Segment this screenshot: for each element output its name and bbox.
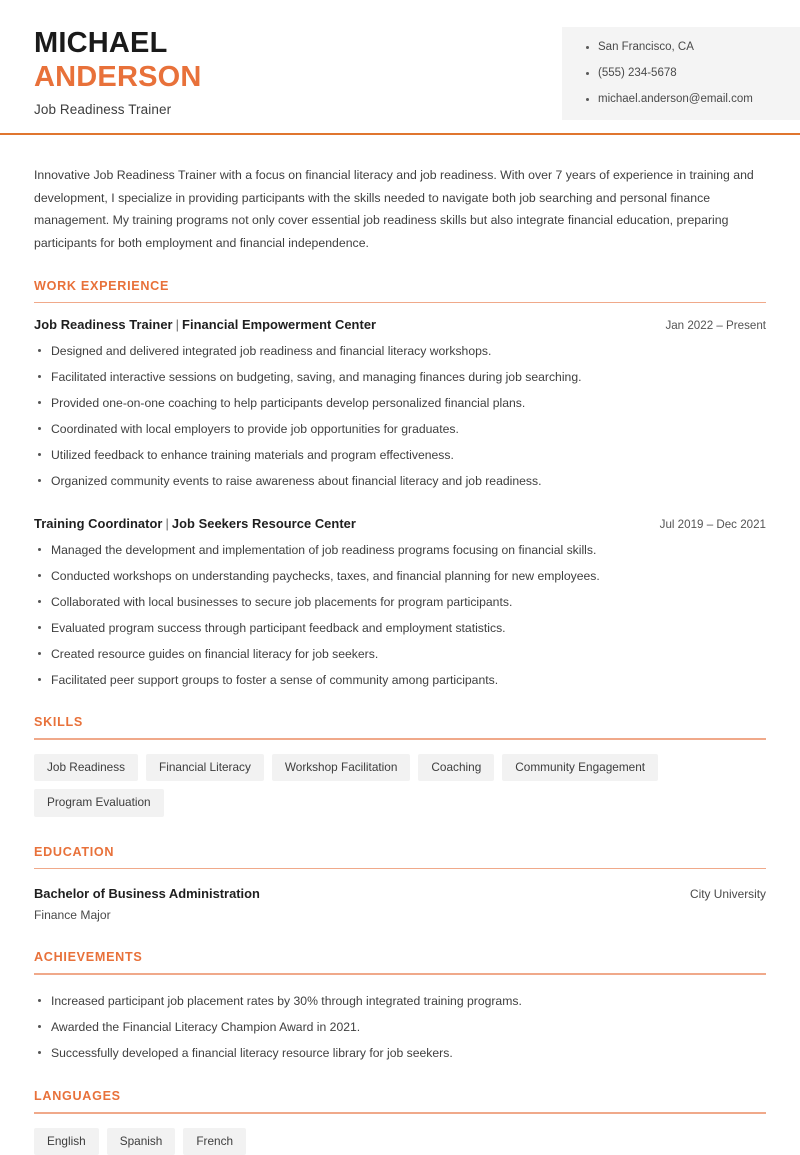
experience-bullet-list [34,343,766,489]
last-name: ANDERSON [34,61,202,94]
section-title-achievements: ACHIEVEMENTS [34,950,143,965]
section-title-skills: SKILLS [34,715,83,730]
section-title-languages: LANGUAGES [34,1089,121,1104]
language-chip: English [34,1128,99,1155]
contact-info-box [562,27,800,120]
experience-title-line [34,516,356,531]
list-item: Designed and delivered integrated job readiness and financial literacy workshops. [34,343,766,359]
title-separator: | [165,515,169,531]
education-major: Finance Major [34,908,111,923]
list-item: Facilitated interactive sessions on budgeting, saving, and managing finances during job searching. [34,369,766,385]
list-item: Increased participant job placement rates by 30% through integrated training programs. [34,993,766,1009]
list-item: Collaborated with local businesses to secure job placements for program participants. [34,594,766,610]
section-work-experience [34,279,766,688]
section-divider [34,1112,766,1114]
contact-item-email[interactable] [586,93,800,107]
section-divider [34,973,766,975]
language-chip: French [183,1128,246,1155]
section-divider [34,868,766,870]
section-languages [34,1089,766,1155]
list-item: Evaluated program success through participant feedback and employment statistics. [34,620,766,636]
contact-list [586,41,800,106]
skill-chip: Financial Literacy [146,754,264,782]
experience-entry [34,516,766,688]
skill-chip: Coaching [418,754,494,782]
education-entry [34,886,766,922]
education-entry-header [34,886,766,901]
section-achievements [34,950,766,1061]
experience-bullet-list [34,542,766,688]
title-separator: | [175,317,180,333]
experience-role: Training Coordinator [34,515,163,531]
skill-chip: Workshop Facilitation [272,754,411,782]
experience-date: Jul 2019 – Dec 2021 [659,517,766,531]
achievements-list [34,993,766,1061]
list-item: Coordinated with local employers to provide job opportunities for graduates. [34,421,766,437]
list-item: Facilitated peer support groups to foster a sense of community among participants. [34,672,766,688]
section-divider [34,302,766,304]
skills-chip-list [34,754,766,817]
section-divider [34,738,766,740]
contact-item-location [586,41,800,55]
list-item: Provided one-on-one coaching to help participants develop personalized financial plans. [34,395,766,411]
professional-summary: Innovative Job Readiness Trainer with a focus on financial literacy and job readiness. With over 7 years of experience in training and development, I specialize in providing participants with the skills needed to navigate both job searching and personal finance management. My training programs not only cover essential job readiness skills but also integrate financial education, preparing participants for both employment and financial independence. [34,168,754,251]
header-divider [0,133,800,135]
name-block [34,26,202,117]
experience-entry-header [34,516,766,531]
contact-email-text: michael.anderson@email.com [598,92,753,105]
experience-role: Job Readiness Trainer [34,317,173,333]
skill-chip: Job Readiness [34,754,138,782]
languages-chip-list [34,1128,766,1155]
list-item: Organized community events to raise awareness about financial literacy and job readiness. [34,473,766,489]
list-item: Successfully developed a financial literacy resource library for job seekers. [34,1045,766,1061]
experience-date: Jan 2022 – Present [665,319,766,333]
skill-chip: Community Engagement [502,754,658,782]
resume-header [0,0,800,138]
experience-company: Job Seekers Resource Center [171,515,356,531]
skill-chip: Program Evaluation [34,789,164,817]
experience-title-line [34,317,376,332]
section-skills [34,715,766,817]
professional-title: Job Readiness Trainer [34,102,172,118]
contact-location-text: San Francisco, CA [598,41,694,53]
first-name: MICHAEL [34,27,168,59]
education-degree: Bachelor of Business Administration [34,886,260,902]
contact-phone-text: (555) 234-5678 [598,66,677,79]
list-item: Conducted workshops on understanding paychecks, taxes, and financial planning for new employees. [34,568,766,584]
list-item: Created resource guides on financial literacy for job seekers. [34,646,766,662]
education-school: City University [690,887,766,902]
experience-entry [34,317,766,489]
contact-item-phone[interactable] [586,67,800,81]
list-item: Managed the development and implementation of job readiness programs focusing on financial skills. [34,542,766,558]
language-chip: Spanish [107,1128,176,1155]
section-title-work-experience: WORK EXPERIENCE [34,278,170,293]
experience-company: Financial Empowerment Center [182,317,377,333]
list-item: Utilized feedback to enhance training materials and program effectiveness. [34,447,766,463]
list-item: Awarded the Financial Literacy Champion Award in 2021. [34,1019,766,1035]
resume-body [0,164,800,1155]
section-title-education: EDUCATION [34,844,115,859]
experience-entry-header [34,317,766,332]
section-education [34,845,766,923]
